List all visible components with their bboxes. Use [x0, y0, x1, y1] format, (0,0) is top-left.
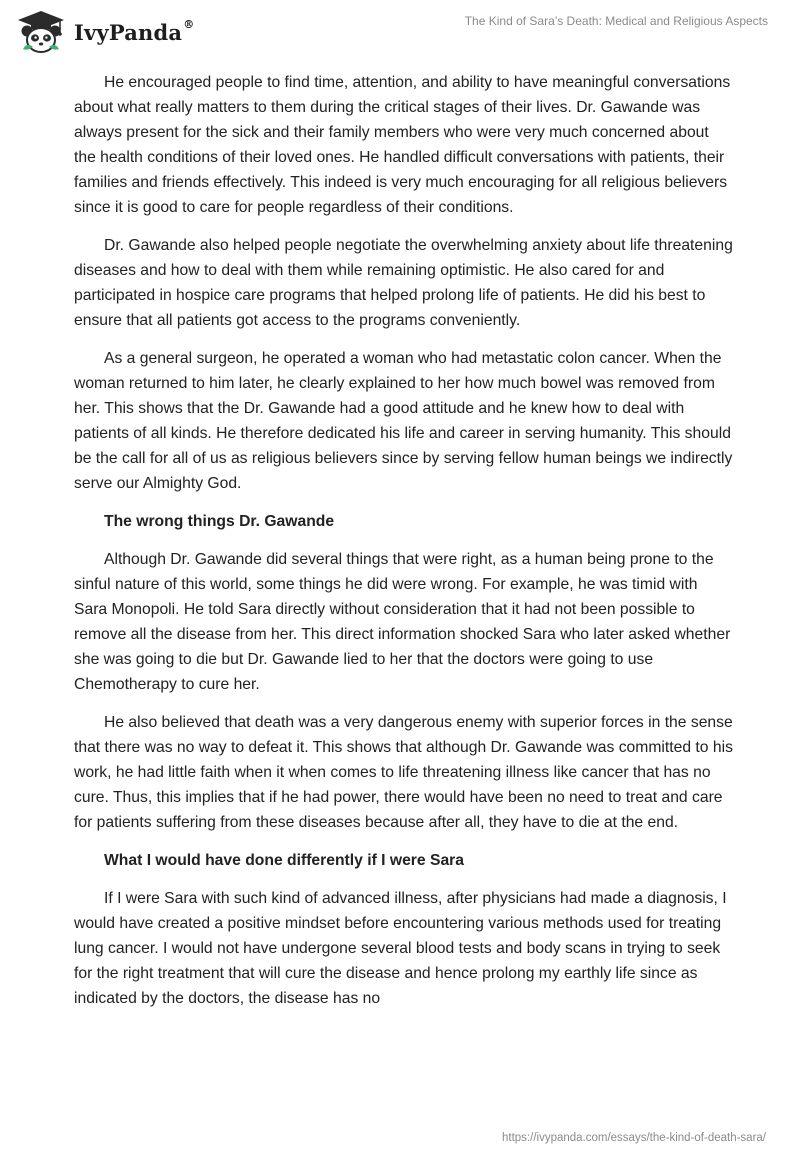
ivypanda-logo[interactable] — [14, 9, 194, 55]
source-url[interactable]: https://ivypanda.com/essays/the-kind-of-death-sara/ — [502, 1132, 766, 1144]
document-title: The Kind of Sara’s Death: Medical and Religious Aspects — [464, 14, 768, 28]
section-heading: What I would have done differently if I were Sara — [104, 852, 465, 869]
paragraph: Dr. Gawande also helped people negotiate the overwhelming anxiety about life threatening diseases and how to deal with them while remaining optimistic. He also cared for and participated in hospice care programs that helped prolong life of patients. He did his best to ensure that all patients got access to the programs conveniently. — [74, 237, 733, 329]
paragraph: As a general surgeon, he operated a woman who had metastatic colon cancer. When the woman returned to him later, he clearly explained to her how much bowel was removed from her. This shows that the Dr. Gawande had a good attitude and he knew how to deal with patients of all kinds. He therefore dedicated his life and career in serving humanity. This should be the call for all of us as religious believers since by serving fellow human beings we indirectly serve our Almighty God. — [74, 350, 733, 492]
paragraph: If I were Sara with such kind of advanced illness, after physicians had made a diagnosis, I would have created a positive mindset before encountering various methods used for treating lung cancer. I would not have undergone several blood tests and body scans in trying to seek for the right treatment that will cure the disease and hence prolong my earthly life since as indicated by the doctors, the disease has no — [74, 890, 727, 1007]
panda-graduate-icon — [14, 9, 68, 55]
section-heading: The wrong things Dr. Gawande — [104, 513, 335, 530]
page-header — [0, 0, 800, 62]
paragraph: He encouraged people to find time, attention, and ability to have meaningful conversations about what really matters to them during the critical stages of their lives. Dr. Gawande was always present for the sick and their family members who were very much concerned about the health conditions of their loved ones. He handled difficult conversations with patients, their families and friends effectively. This indeed is very much encouraging for all religious believers since it is good to care for people regardless of their conditions. — [74, 74, 731, 216]
logo-wordmark: IvyPanda® — [74, 17, 195, 45]
paragraph: Although Dr. Gawande did several things that were right, as a human being prone to the sinful nature of this world, some things he did were wrong. For example, he was timid with Sara Monopoli. He told Sara directly without consideration that it had not been possible to remove all the disease from her. This direct information shocked Sara who later asked whether she was going to die but Dr. Gawande lied to her that the doctors were going to use Chemotherapy to cure her. — [74, 551, 731, 693]
essay-body — [74, 70, 734, 1024]
paragraph: He also believed that death was a very dangerous enemy with superior forces in the sense that there was no way to defeat it. This shows that although Dr. Gawande was committed to his work, he had little faith when it when comes to life threatening illness like cancer that has no cure. Thus, this implies that if he had power, there would have been no need to treat and care for patients suffering from these diseases because after all, they have to die at the end. — [74, 714, 733, 831]
